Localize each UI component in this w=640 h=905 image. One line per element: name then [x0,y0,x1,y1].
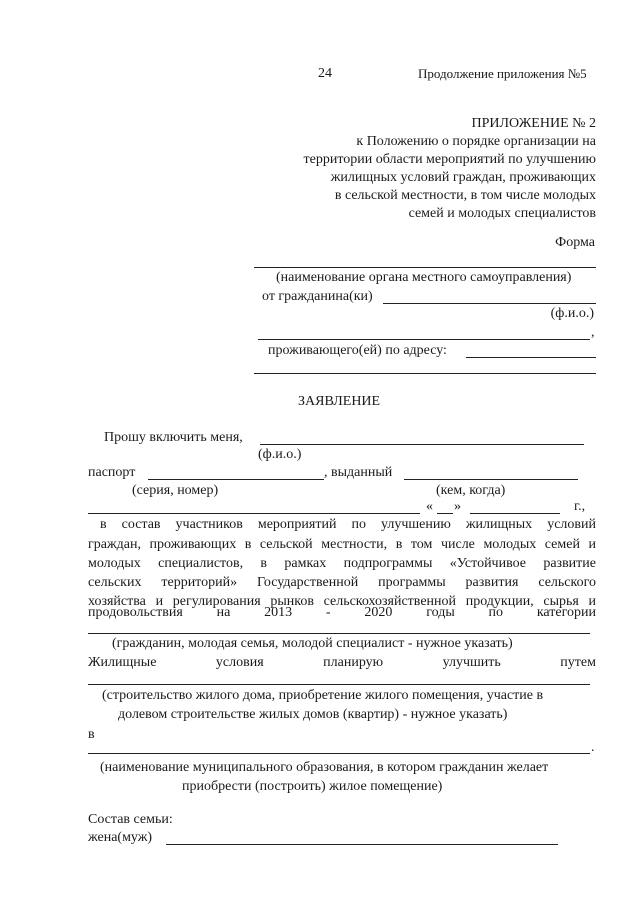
page-number: 24 [318,66,332,81]
municipality-hint-1: (наименование муниципального образования, в котором гражданин желает [100,760,549,775]
body-line-1: в состав участников мероприятий по улучшению жилищных условий [100,517,596,532]
passport-number-field[interactable] [148,479,324,480]
address-continued-field[interactable] [254,373,596,374]
appendix-subtitle-2: территории области мероприятий по улучшению [303,152,596,167]
body-line-3: молодых специалистов, в рамках подпрограммы «Устойчивое развитие [88,556,596,571]
issued-by-continued-field[interactable] [88,513,420,514]
municipality-hint-2: приобрести (построить) жилое помещение) [182,779,443,794]
citizen-name-field[interactable] [383,303,596,304]
municipality-field[interactable] [88,753,590,754]
applicant-name-field[interactable] [260,444,584,445]
body-line-6: продовольствия на 2013 - 2020 годы по категории [88,605,596,620]
date-month-field[interactable] [470,513,560,514]
date-open-quote: « [426,499,433,514]
body-line-4: сельских территорий» Государственной программы развития сельского [88,575,596,590]
in-label: в [88,727,95,742]
category-field[interactable] [88,633,590,634]
year-suffix: г., [574,499,586,514]
from-citizen-label: от гражданина(ки) [262,289,373,304]
series-number-hint: (серия, номер) [132,483,219,498]
issued-label: , выданный [324,465,393,480]
method-hint-2: долевом строительстве жилых домов (квартир) - нужное указать) [118,707,508,722]
spouse-field[interactable] [166,844,558,845]
passport-label: паспорт [88,465,136,480]
appendix-subtitle-1: к Положению о порядке организации на [356,134,596,149]
family-title: Состав семьи: [88,812,173,827]
address-field[interactable] [466,357,596,358]
body-line-2: граждан, проживающих в сельской местности, в том числе молодых семей и [88,537,596,552]
statement-title: ЗАЯВЛЕНИЕ [298,394,381,409]
appendix-subtitle-3: жилищных условий граждан, проживающих [330,170,596,185]
continuation-note: Продолжение приложения №5 [418,66,587,81]
issued-by-field[interactable] [404,479,578,480]
category-hint: (гражданин, молодая семья, молодой специалист - нужное указать) [112,636,513,651]
applicant-fio-hint: (ф.и.о.) [258,447,302,462]
fio-hint: (ф.и.о.) [550,306,594,321]
address-label: проживающего(ей) по адресу: [268,343,447,358]
housing-line: Жилищные условия планирую улучшить путем [88,655,596,670]
period: . [591,740,595,755]
housing-method-field[interactable] [88,684,590,685]
organ-name-field[interactable] [254,267,596,268]
organ-name-hint: (наименование органа местного самоуправления) [276,270,572,285]
appendix-block [236,115,596,223]
body-line-5: хозяйства и регулирования рынков сельскохозяйственной продукции, сырья и [88,594,596,609]
include-me-text: Прошу включить меня, [104,430,243,445]
spouse-label: жена(муж) [88,830,153,845]
appendix-subtitle-5: семей и молодых специалистов [408,206,596,221]
issued-hint: (кем, когда) [436,483,506,498]
comma: , [591,325,595,340]
date-close-quote: » [454,499,461,514]
appendix-title: ПРИЛОЖЕНИЕ № 2 [471,116,596,131]
appendix-subtitle-4: в сельской местности, в том числе молодых [334,188,596,203]
method-hint-1: (строительство жилого дома, приобретение жилого помещения, участие в [102,688,544,703]
citizen-name-continued-field[interactable] [258,339,590,340]
form-label: Форма [555,235,595,250]
date-day-field[interactable] [437,513,453,514]
